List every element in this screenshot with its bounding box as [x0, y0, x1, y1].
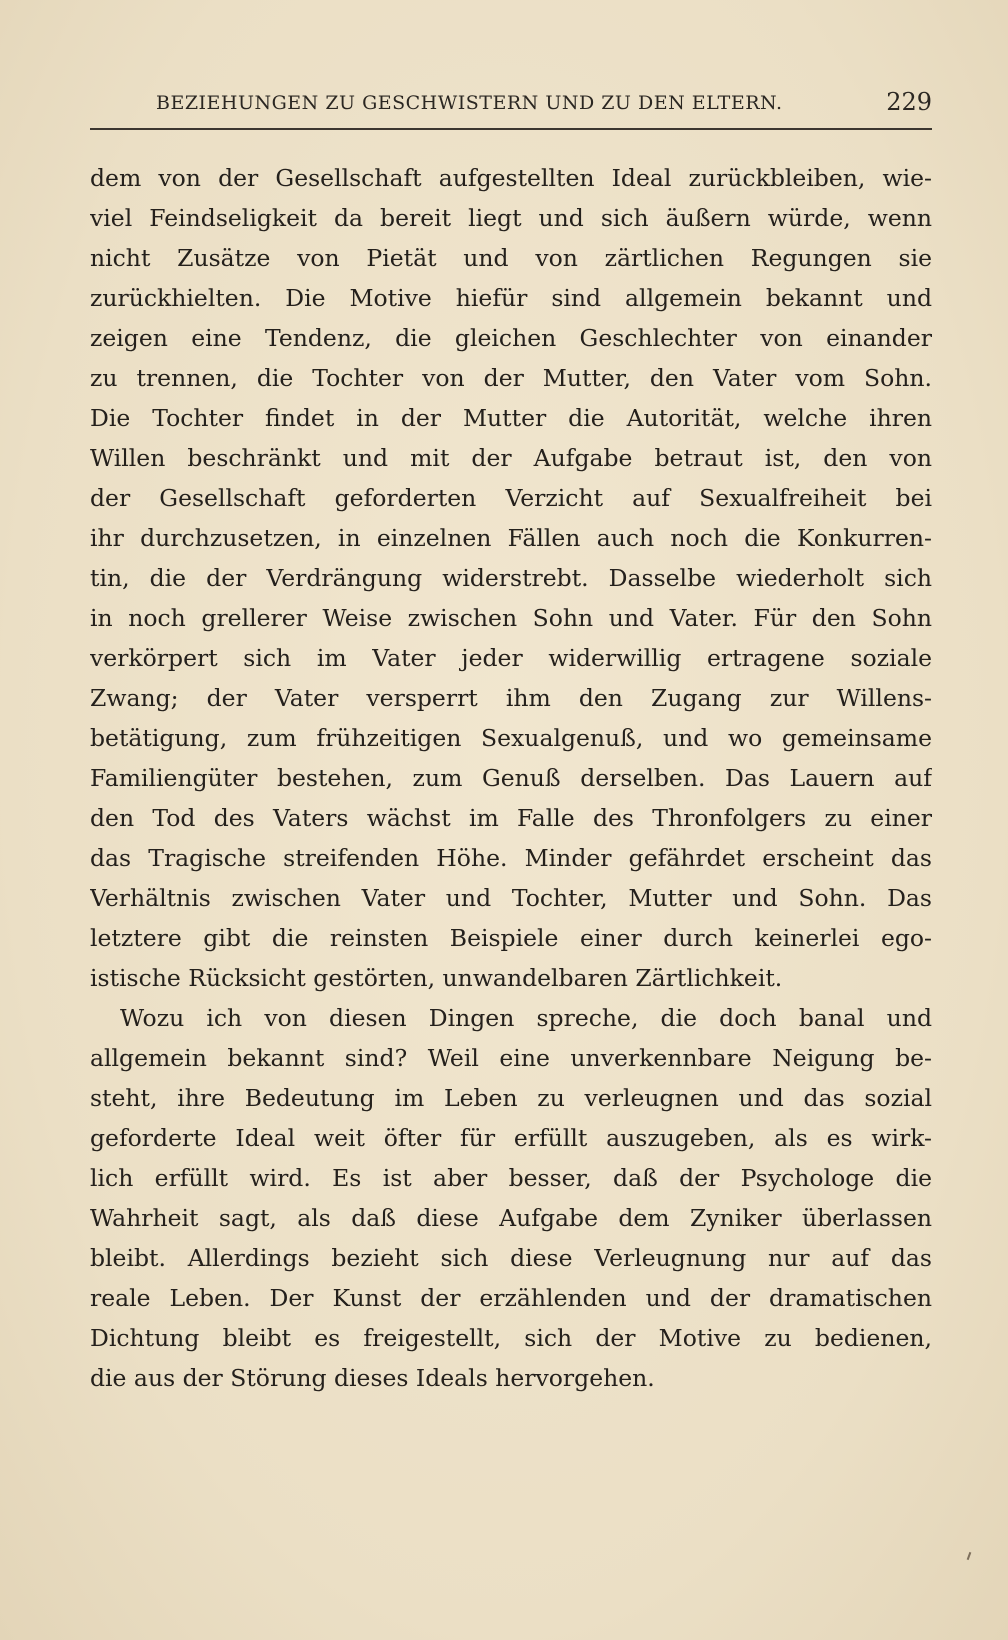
text-line: zeigen eine Tendenz, die gleichen Geschlechter von einander: [90, 324, 932, 352]
text-line: ihr durchzusetzen, in einzelnen Fällen auch noch die Konkurren-: [90, 524, 932, 552]
paper-speck: [967, 1552, 972, 1560]
text-line: Willen beschränkt und mit der Aufgabe betraut ist, den von: [90, 444, 932, 472]
text-line: lich erfüllt wird. Es ist aber besser, daß der Psychologe die: [90, 1164, 932, 1192]
text-line: Familiengüter bestehen, zum Genuß derselben. Das Lauern auf: [90, 764, 932, 792]
text-line: verkörpert sich im Vater jeder widerwillig ertragene soziale: [90, 644, 932, 672]
text-line: istische Rücksicht gestörten, unwandelbaren Zärtlichkeit.: [90, 964, 783, 992]
page-number: 229: [886, 88, 932, 116]
body-text: [90, 158, 932, 1398]
text-line: Verhältnis zwischen Vater und Tochter, Mutter und Sohn. Das: [90, 884, 932, 912]
text-line: steht, ihre Bedeutung im Leben zu verleugnen und das sozial: [90, 1084, 932, 1112]
text-line: betätigung, zum frühzeitigen Sexualgenuß, und wo gemeinsame: [90, 724, 932, 752]
text-line: das Tragische streifenden Höhe. Minder gefährdet erscheint das: [90, 844, 932, 872]
text-line: bleibt. Allerdings bezieht sich diese Verleugnung nur auf das: [90, 1244, 932, 1272]
text-line: nicht Zusätze von Pietät und von zärtlichen Regungen sie: [90, 244, 932, 272]
running-head: BEZIEHUNGEN ZU GESCHWISTERN UND ZU DEN ELTERN.: [156, 92, 783, 114]
text-line: in noch grellerer Weise zwischen Sohn und Vater. Für den Sohn: [90, 604, 932, 632]
text-line: den Tod des Vaters wächst im Falle des Thronfolgers zu einer: [90, 804, 932, 832]
text-line: Wahrheit sagt, als daß diese Aufgabe dem Zyniker überlassen: [90, 1204, 932, 1232]
text-line: Dichtung bleibt es freigestellt, sich der Motive zu bedienen,: [90, 1324, 932, 1352]
text-line: reale Leben. Der Kunst der erzählenden und der dramatischen: [90, 1284, 932, 1312]
header-rule: [90, 128, 932, 130]
text-line: zurückhielten. Die Motive hiefür sind allgemein bekannt und: [90, 284, 932, 312]
text-line: letztere gibt die reinsten Beispiele einer durch keinerlei ego-: [90, 924, 932, 952]
text-line: Zwang; der Vater versperrt ihm den Zugang zur Willens-: [90, 684, 932, 712]
text-line: die aus der Störung dieses Ideals hervorgehen.: [90, 1364, 655, 1392]
text-line: tin, die der Verdrängung widerstrebt. Dasselbe wiederholt sich: [90, 564, 932, 592]
text-line: Die Tochter findet in der Mutter die Autorität, welche ihren: [90, 404, 932, 432]
page-header: [90, 88, 932, 128]
text-line: zu trennen, die Tochter von der Mutter, den Vater vom Sohn.: [90, 364, 932, 392]
text-line: geforderte Ideal weit öfter für erfüllt auszugeben, als es wirk-: [90, 1124, 932, 1152]
text-line: dem von der Gesellschaft aufgestellten Ideal zurückbleiben, wie-: [90, 164, 932, 192]
text-line: viel Feindseligkeit da bereit liegt und sich äußern würde, wenn: [90, 204, 932, 232]
paragraph-first-line: Wozu ich von diesen Dingen spreche, die doch banal und: [120, 1004, 932, 1032]
text-line: der Gesellschaft geforderten Verzicht auf Sexualfreiheit bei: [90, 484, 932, 512]
text-line: allgemein bekannt sind? Weil eine unverkennbare Neigung be-: [90, 1044, 932, 1072]
